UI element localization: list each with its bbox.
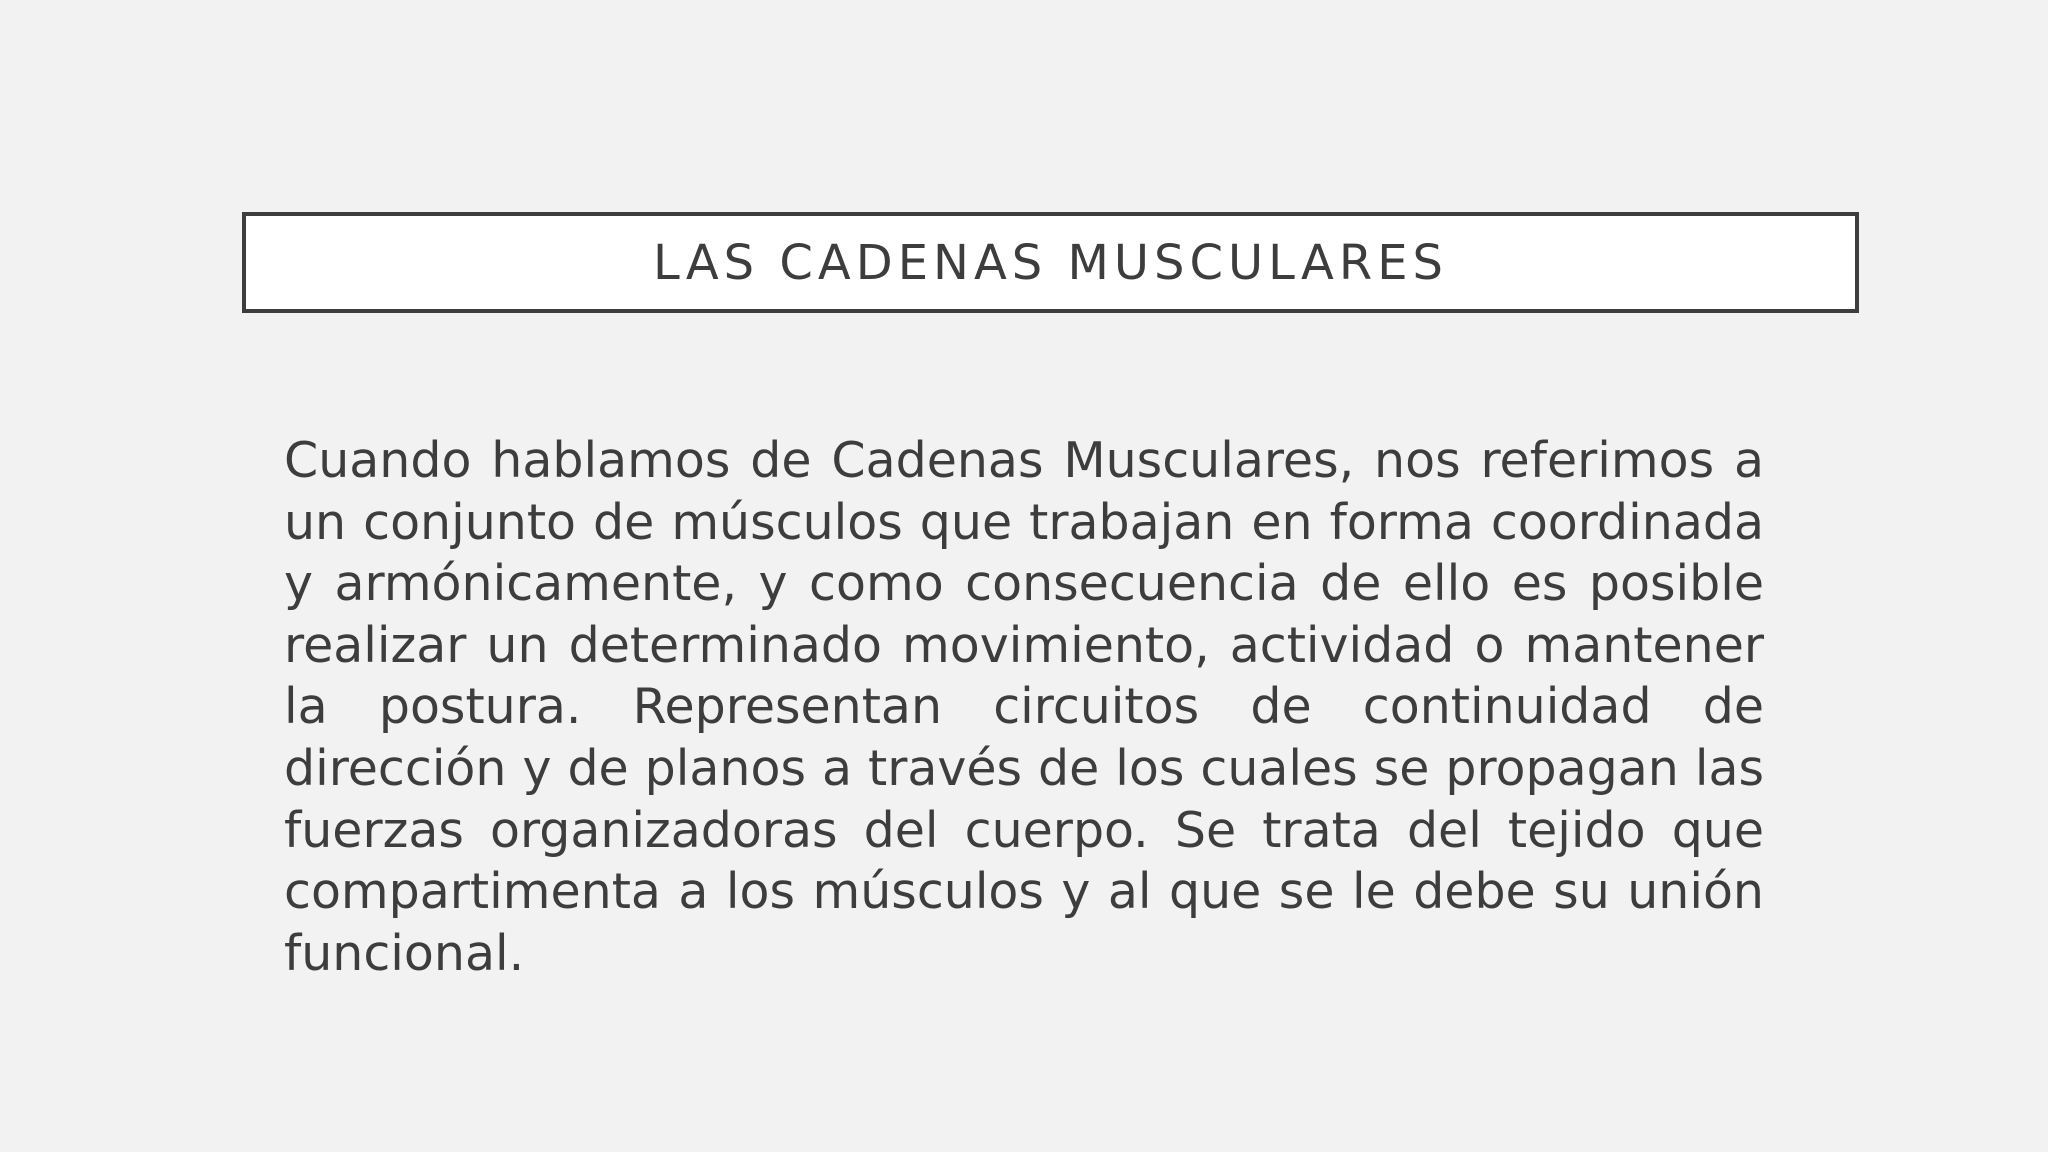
title-box xyxy=(242,212,1859,313)
slide-title: LAS CADENAS MUSCULARES xyxy=(652,234,1448,291)
body-paragraph: Cuando hablamos de Cadenas Musculares, nos referimos a un conjunto de músculos que trabajan en forma coordinada y armónicamente, y como consecuencia de ello es posible realizar un determinado movimiento, actividad o mantener la postura. Representan circuitos de continuidad de dirección y de planos a través de los cuales se propagan las fuerzas organizadoras del cuerpo. Se trata del tejido que compartimenta a los músculos y al que se le debe su unión funcional. xyxy=(284,432,1764,982)
